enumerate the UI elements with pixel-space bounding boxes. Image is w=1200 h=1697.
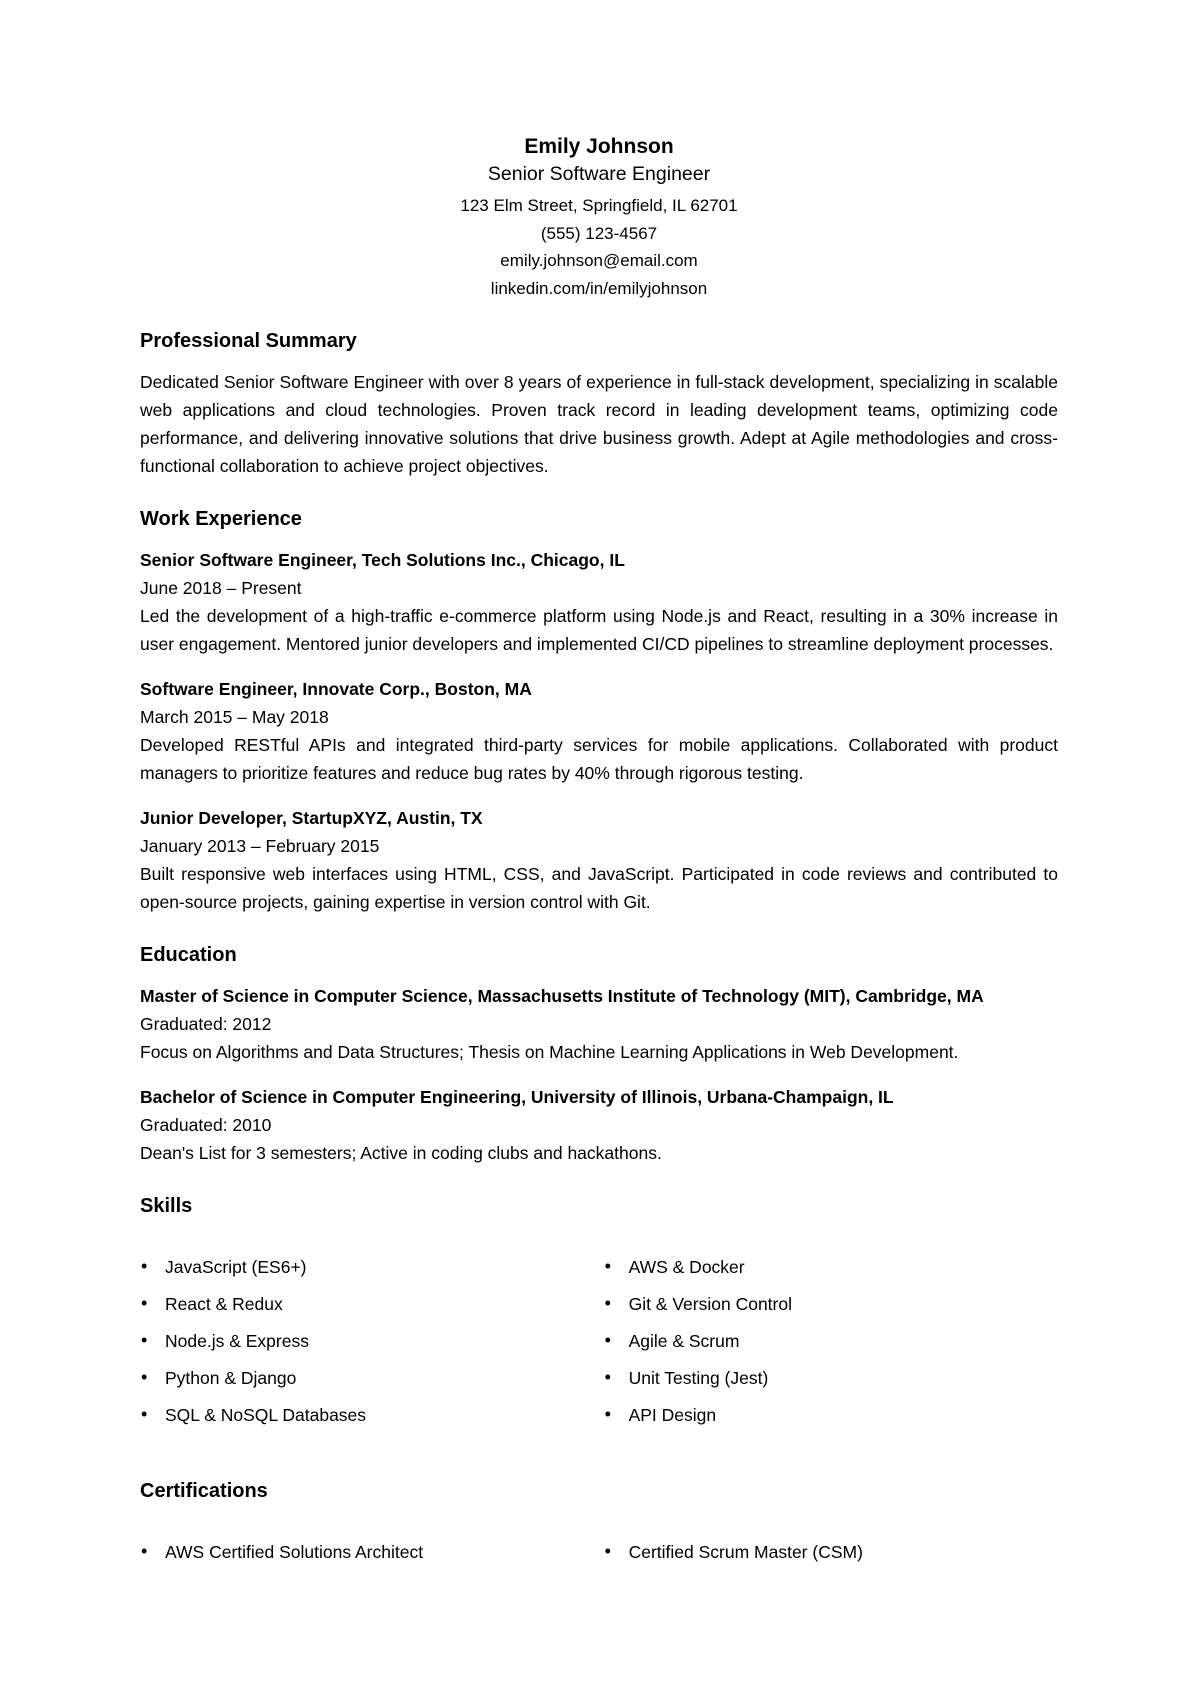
skill-item xyxy=(604,1327,1058,1355)
contact-email: emily.johnson@email.com xyxy=(500,251,698,270)
bullet-icon: • xyxy=(604,1330,611,1350)
skill-label: React & Redux xyxy=(165,1294,283,1314)
job-title: Junior Developer, StartupXYZ, Austin, TX xyxy=(140,808,483,828)
job-dates: March 2015 – May 2018 xyxy=(140,707,329,727)
skill-item xyxy=(140,1290,604,1318)
certifications-column-2 xyxy=(604,1518,1058,1589)
skill-item xyxy=(604,1290,1058,1318)
job-description: Led the development of a high-traffic e-commerce platform using Node.js and React, resulting in a 30% increase in user engagement. Mentored junior developers and implemented CI/CD pipelines to streamline deployment processes. xyxy=(140,606,1058,654)
certification-item xyxy=(604,1538,1058,1566)
bullet-icon: • xyxy=(604,1404,611,1424)
bullet-icon: • xyxy=(141,1293,148,1313)
heading-professional-summary: Professional Summary xyxy=(140,330,357,352)
job-title: Software Engineer, Innovate Corp., Boston, MA xyxy=(140,679,532,699)
bullet-icon: • xyxy=(604,1293,611,1313)
contact-block xyxy=(140,192,1058,302)
certification-label: Certified Scrum Master (CSM) xyxy=(628,1542,863,1562)
degree-entry xyxy=(140,1083,1058,1167)
skill-label: SQL & NoSQL Databases xyxy=(165,1405,367,1425)
section-professional-summary xyxy=(140,328,1058,480)
skill-label: API Design xyxy=(628,1405,717,1425)
heading-education: Education xyxy=(140,944,237,966)
section-skills xyxy=(140,1193,1058,1452)
contact-phone: (555) 123-4567 xyxy=(540,223,658,243)
degree-details: Focus on Algorithms and Data Structures; Thesis on Machine Learning Applications in Web Development. xyxy=(140,1042,959,1062)
certification-item xyxy=(140,1538,604,1566)
bullet-icon: • xyxy=(604,1256,611,1276)
certifications-column-1 xyxy=(140,1518,604,1589)
skills-column-1 xyxy=(140,1233,604,1452)
skill-item xyxy=(604,1401,1058,1429)
job-dates: January 2013 – February 2015 xyxy=(140,836,380,856)
summary-paragraph: Dedicated Senior Software Engineer with over 8 years of experience in full-stack development, specializing in scalable web applications and cloud technologies. Proven track record in leading development teams, optimizing code performance, and delivering innovative solutions that drive business growth. Adept at Agile methodologies and cross-functional collaboration to achieve project objectives. xyxy=(140,372,1058,476)
bullet-icon: • xyxy=(141,1330,148,1350)
contact-address: 123 Elm Street, Springfield, IL 62701 xyxy=(460,196,738,215)
skills-columns xyxy=(140,1233,1058,1452)
job-description: Built responsive web interfaces using HTML, CSS, and JavaScript. Participated in code reviews and contributed to open-source projects, gaining expertise in version control with Git. xyxy=(140,864,1058,912)
skill-label: AWS & Docker xyxy=(628,1257,745,1277)
skills-column-2 xyxy=(604,1233,1058,1452)
skill-item xyxy=(604,1253,1058,1281)
section-work-experience xyxy=(140,506,1058,916)
job-dates: June 2018 – Present xyxy=(140,578,302,598)
skill-label: JavaScript (ES6+) xyxy=(165,1257,307,1277)
section-certifications xyxy=(140,1478,1058,1589)
degree-title: Master of Science in Computer Science, Massachusetts Institute of Technology (MIT), Cambridge, MA xyxy=(140,986,984,1006)
job-entry xyxy=(140,675,1058,787)
candidate-title: Senior Software Engineer xyxy=(487,163,711,185)
bullet-icon: • xyxy=(604,1541,611,1561)
degree-title: Bachelor of Science in Computer Engineering, University of Illinois, Urbana-Champaign, IL xyxy=(140,1087,894,1107)
skill-label: Node.js & Express xyxy=(165,1331,309,1351)
skill-item xyxy=(140,1364,604,1392)
skill-label: Python & Django xyxy=(165,1368,297,1388)
degree-graduated: Graduated: 2012 xyxy=(140,1014,272,1034)
skill-label: Unit Testing (Jest) xyxy=(628,1368,769,1388)
certifications-columns xyxy=(140,1518,1058,1589)
skill-item xyxy=(140,1253,604,1281)
bullet-icon: • xyxy=(604,1367,611,1387)
bullet-icon: • xyxy=(141,1256,148,1276)
skill-item xyxy=(140,1327,604,1355)
job-entry xyxy=(140,546,1058,658)
job-title: Senior Software Engineer, Tech Solutions Inc., Chicago, IL xyxy=(140,550,625,570)
candidate-name: Emily Johnson xyxy=(524,135,674,158)
bullet-icon: • xyxy=(141,1367,148,1387)
skill-label: Git & Version Control xyxy=(628,1294,792,1314)
bullet-icon: • xyxy=(141,1541,148,1561)
heading-skills: Skills xyxy=(140,1195,193,1217)
section-education xyxy=(140,942,1058,1167)
certification-label: AWS Certified Solutions Architect xyxy=(165,1542,424,1562)
degree-entry xyxy=(140,982,1058,1066)
job-description: Developed RESTful APIs and integrated third-party services for mobile applications. Collaborated with product managers to prioritize features and reduce bug rates by 40% through rigorous testing. xyxy=(140,735,1058,783)
job-entry xyxy=(140,804,1058,916)
contact-linkedin: linkedin.com/in/emilyjohnson xyxy=(490,278,708,298)
degree-details: Dean's List for 3 semesters; Active in coding clubs and hackathons. xyxy=(140,1143,662,1163)
skill-item xyxy=(140,1401,604,1429)
skill-label: Agile & Scrum xyxy=(628,1331,740,1351)
bullet-icon: • xyxy=(141,1404,148,1424)
resume-header xyxy=(140,134,1058,302)
heading-work-experience: Work Experience xyxy=(140,508,302,530)
skill-item xyxy=(604,1364,1058,1392)
heading-certifications: Certifications xyxy=(140,1480,268,1502)
degree-graduated: Graduated: 2010 xyxy=(140,1115,272,1135)
